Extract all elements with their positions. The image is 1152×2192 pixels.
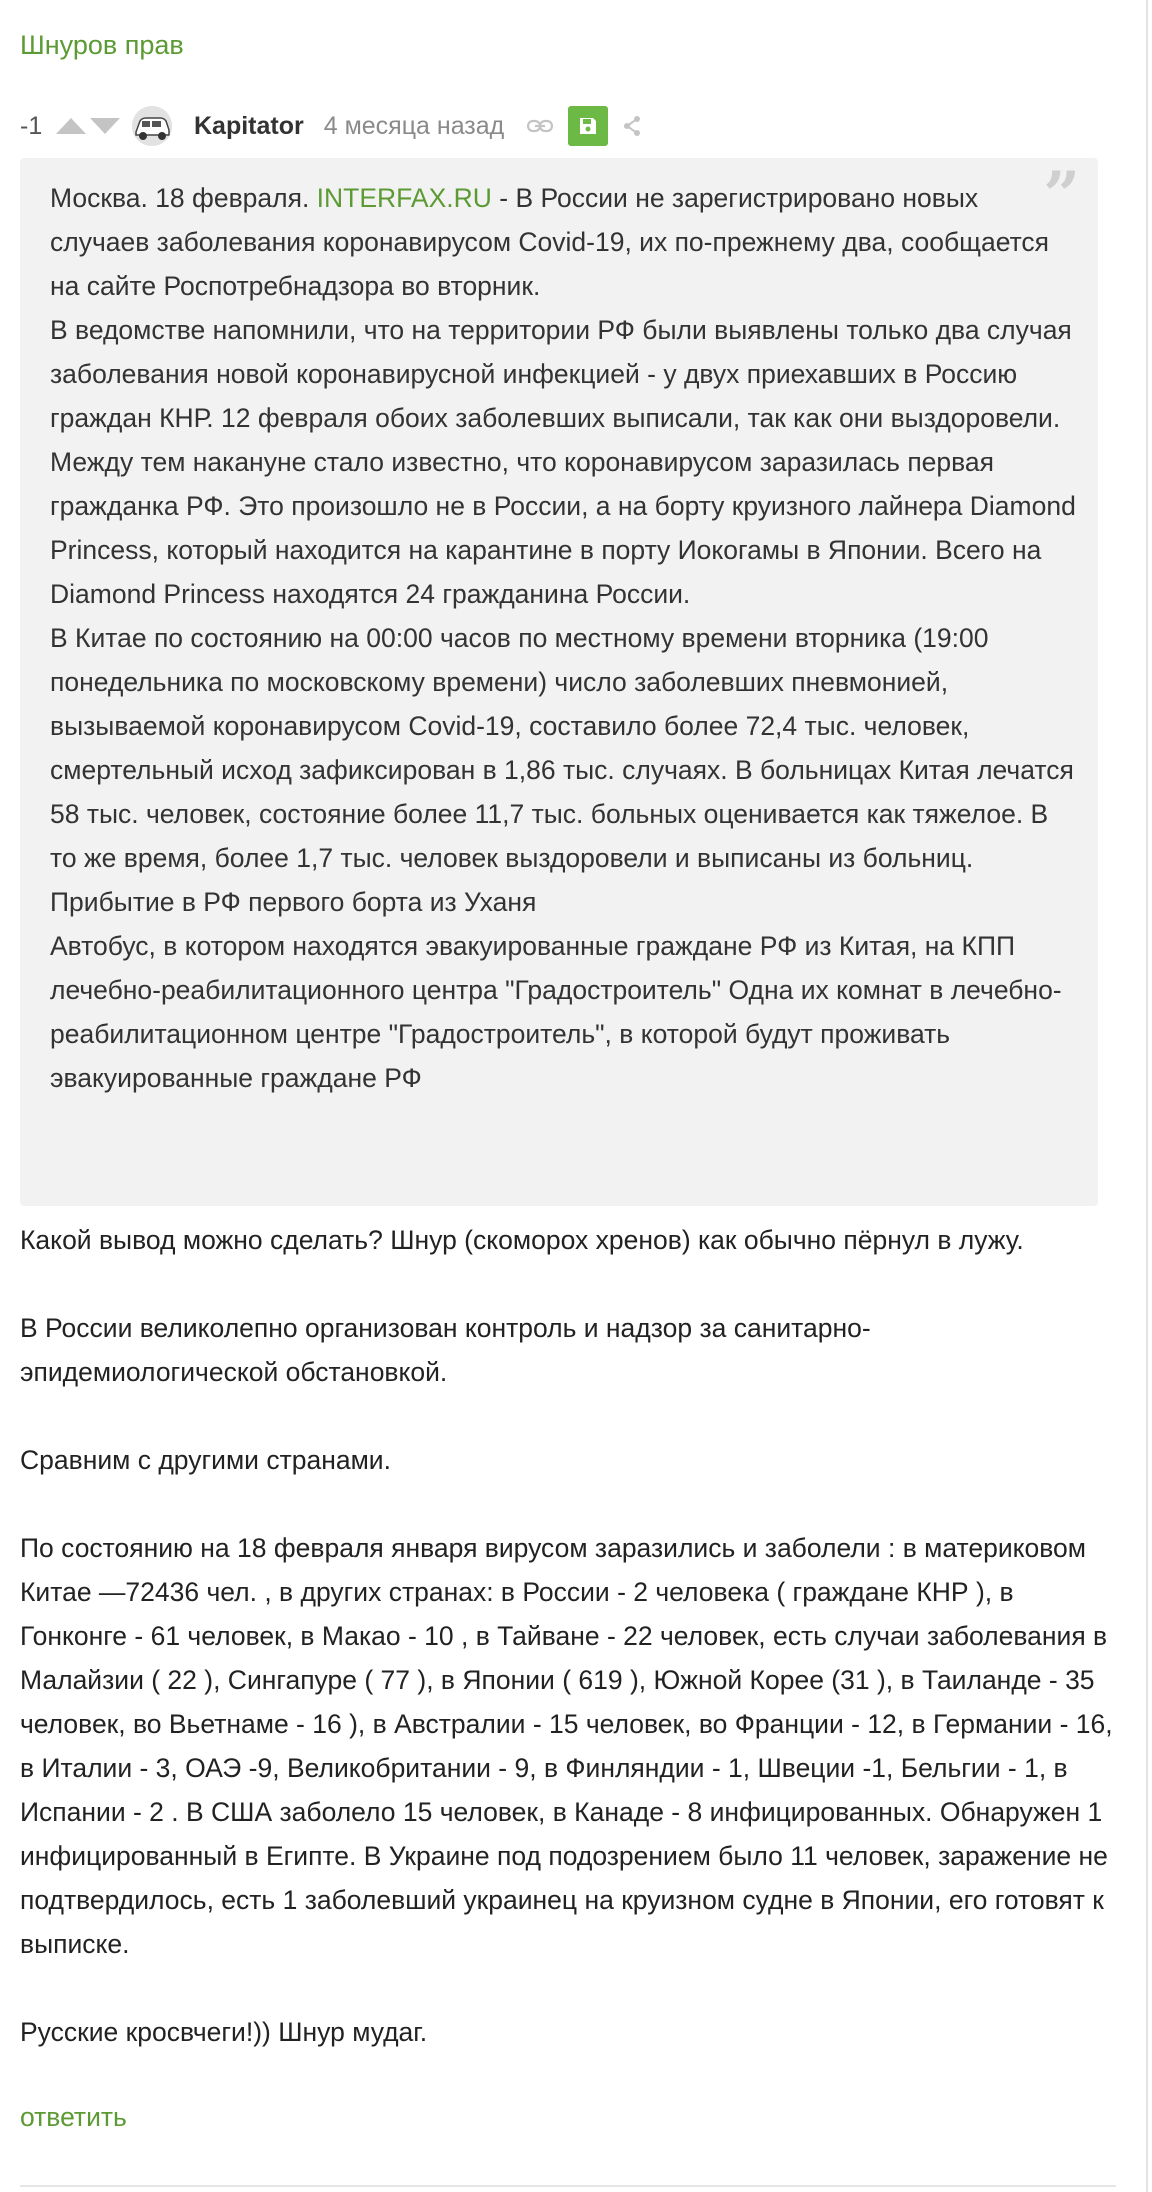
quote-paragraph-1 (50, 176, 1080, 308)
paragraph-gap (20, 1262, 1120, 1306)
paragraph-gap (20, 1966, 1120, 2010)
avatar-image (132, 106, 172, 146)
quote-mark-icon: ” (1043, 158, 1080, 233)
comment-divider (20, 2185, 1116, 2187)
quote-paragraph-3: Между тем накануне стало известно, что коронавирусом заразилась первая гражданка РФ. Это произошло не в России, а на борту круизного лайнера Diamond Princess, который находится на карантине в порту Иокогамы в Японии. Всего на Diamond Princess находятся 24 гражданина России. (50, 447, 1076, 609)
quote-paragraph-5: Прибытие в РФ первого борта из Уханя (50, 887, 537, 917)
triangle-up-icon[interactable] (56, 118, 86, 134)
comment-header (20, 104, 1120, 148)
floppy-disk-icon[interactable] (568, 106, 608, 146)
quote-paragraph-6: Автобус, в котором находятся эвакуированные граждане РФ из Китая, на КПП лечебно-реабилитационного центра "Градостроитель" Одна их комнат в лечебно-реабилитационном центре "Градостроитель", в которой будут проживать эвакуированные граждане РФ (50, 931, 1062, 1093)
reply-link[interactable]: ответить (20, 2102, 127, 2132)
quote-paragraph-4: В Китае по состоянию на 00:00 часов по местному времени вторника (19:00 понедельника по московскому времени) число заболевших пневмонией, вызываемой коронавирусом Covid-19, составило более 72,4 тыс. человек, смертельный исход зафиксирован в 1,86 тыс. случаях. В больницах Китая лечатся 58 тыс. человек, состояние более 11,7 тыс. больных оценивается как тяжелое. В то же время, более 1,7 тыс. человек выздоровели и выписаны из больниц. (50, 623, 1074, 873)
comment-author[interactable]: Kapitator (194, 111, 304, 140)
comment-paragraph-5: Русские кросвчеги!)) Шнур мудаг. (20, 2017, 428, 2047)
quote-city-date: Москва. 18 февраля. (50, 183, 317, 213)
comment-text (20, 1218, 1120, 2054)
comment-paragraph-4: По состоянию на 18 февраля января вирусом заразились и заболели : в материковом Китае —72436 чел. , в других странах: в России - 2 человека ( граждане КНР ), в Гонконге - 61 человек, в Макао - 10 , в Тайване - 22 человек, есть случаи заболевания в Малайзии ( 22 ), Сингапуре ( 77 ), в Японии ( 619 ), Южной Корее (31 ), в Таиланде - 35 человек, во Вьетнаме - 16 ), в Австралии - 15 человек, во Франции - 12, в Германии - 16, в Италии - 3, ОАЭ -9, Великобритании - 9, в Финляндии - 1, Швеции -1, Бельгии - 1, в Испании - 2 . В США заболело 15 человек, в Канаде - 8 инфицированных. Обнаружен 1 инфицированный в Египте. В Украине под подозрением было 11 человек, заражение не подтвердилось, есть 1 заболевший украинец на круизном судне в Японии, его готовят к выписке. (20, 1533, 1113, 1959)
comment-score: -1 (20, 111, 43, 140)
quote-block (20, 158, 1098, 1206)
source-link[interactable]: INTERFAX.RU (316, 183, 492, 213)
quote-text (50, 176, 1080, 1100)
comment-paragraph-1: Какой вывод можно сделать? Шнур (скоморох хренов) как обычно пёрнул в лужу. (20, 1225, 1024, 1255)
quote-paragraph-1-rest: - В России не зарегистрировано новых случаев заболевания коронавирусом Covid-19, их по-прежнему два, сообщается на сайте Роспотребнадзора во вторник. (50, 183, 1050, 301)
avatar[interactable] (132, 106, 172, 146)
right-border (1146, 0, 1148, 2192)
comment-time[interactable]: 4 месяца назад (323, 111, 505, 140)
paragraph-gap (20, 1394, 1120, 1438)
triangle-down-icon[interactable] (90, 118, 120, 134)
link-icon[interactable] (526, 112, 554, 140)
paragraph-gap (20, 1482, 1120, 1526)
post-title-link[interactable]: Шнуров прав (20, 30, 184, 60)
share-icon[interactable] (618, 112, 646, 140)
comment-paragraph-3: Сравним с другими странами. (20, 1445, 391, 1475)
comment-paragraph-2: В России великолепно организован контроль и надзор за санитарно-эпидемиологической обстановкой. (20, 1313, 871, 1387)
quote-paragraph-2: В ведомстве напомнили, что на территории РФ были выявлены только два случая заболевания новой коронавирусной инфекцией - у двух приехавших в Россию граждан КНР. 12 февраля обоих заболевших выписали, так как они выздоровели. (50, 315, 1072, 433)
